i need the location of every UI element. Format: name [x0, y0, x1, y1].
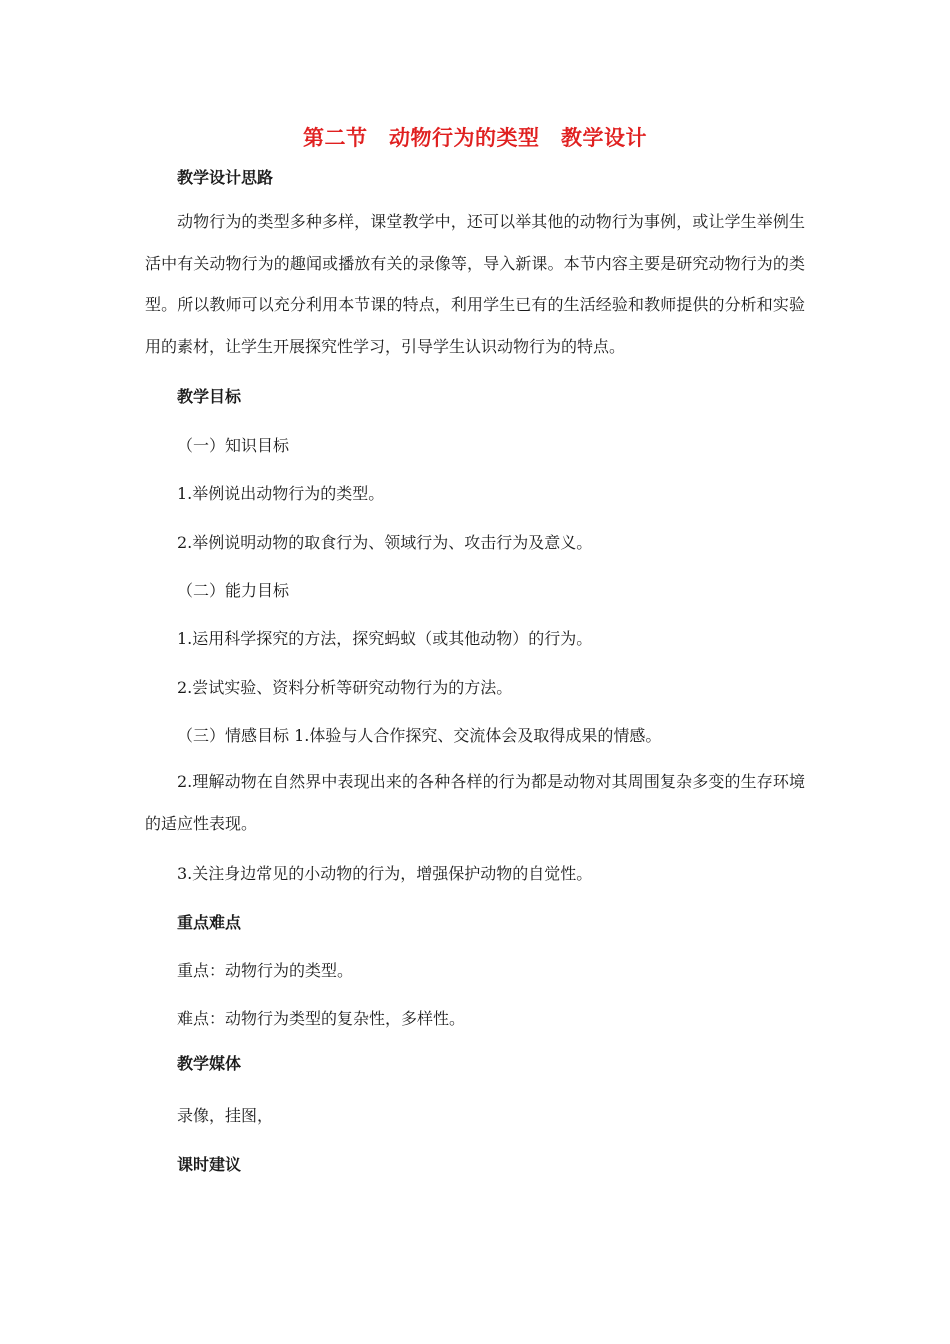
difficult-point: 难点：动物行为类型的复杂性，多样性。 [177, 1009, 466, 1028]
document-title: 第二节 动物行为的类型 教学设计 [303, 126, 647, 150]
ability-item-1: 1.运用科学探究的方法，探究蚂蚁（或其他动物）的行为。 [177, 629, 593, 648]
design-paragraph: 动物行为的类型多种多样，课堂教学中，还可以举其他的动物行为事例，或让学生举例生活中有关动物行为的趣闻或播放有关的录像等，导入新课。本节内容主要是研究动物行为的类型。所以教师可以充分利用本节课的特点，利用学生已有的生活经验和教师提供的分析和实验用的素材，让学生开展探究性学习，引导学生认识动物行为的特点。 [145, 212, 805, 356]
knowledge-item-1: 1.举例说出动物行为的类型。 [177, 484, 385, 503]
knowledge-heading: （一）知识目标 [177, 436, 290, 455]
media-heading: 教学媒体 [177, 1054, 242, 1073]
knowledge-item-2: 2.举例说明动物的取食行为、领域行为、攻击行为及意义。 [177, 533, 593, 552]
key-point: 重点：动物行为的类型。 [177, 961, 354, 980]
key-heading: 重点难点 [177, 913, 242, 932]
media-text: 录像，挂图， [177, 1106, 274, 1125]
ability-item-2: 2.尝试实验、资料分析等研究动物行为的方法。 [177, 678, 513, 697]
emotion-item-2: 2.理解动物在自然界中表现出来的各种各样的行为都是动物对其周围复杂多变的生存环境的适应性表现。 [145, 772, 805, 833]
emotion-item-3: 3.关注身边常见的小动物的行为，增强保护动物的自觉性。 [177, 864, 593, 883]
ability-heading: （二）能力目标 [177, 581, 290, 600]
design-heading: 教学设计思路 [177, 168, 274, 187]
goals-heading: 教学目标 [177, 387, 242, 406]
time-heading: 课时建议 [177, 1155, 242, 1174]
emotion-line: （三）情感目标 1.体验与人合作探究、交流体会及取得成果的情感。 [177, 726, 662, 745]
